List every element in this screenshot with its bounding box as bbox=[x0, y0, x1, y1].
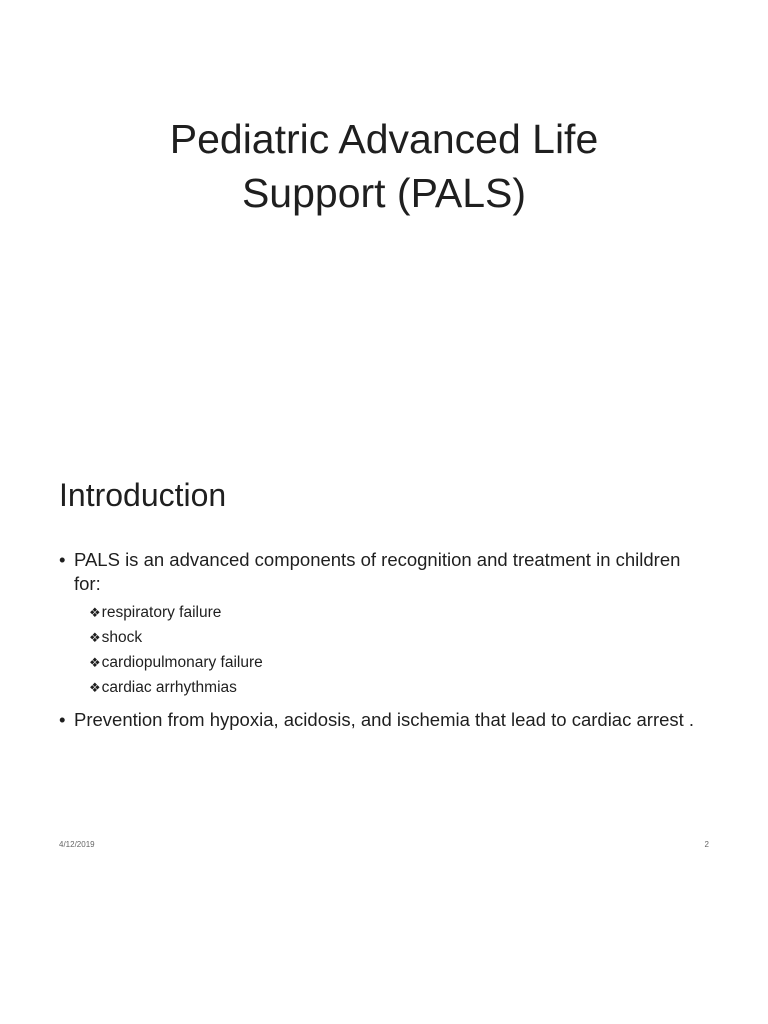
section-heading: Introduction bbox=[59, 477, 227, 513]
sub-bullet-text: shock bbox=[101, 629, 143, 646]
bullet-item bbox=[59, 708, 709, 732]
sub-bullet-item bbox=[89, 625, 709, 650]
diamond-cluster-icon: ❖ bbox=[89, 630, 101, 645]
slide-title bbox=[0, 112, 768, 220]
footer-date: 4/12/2019 bbox=[59, 840, 95, 849]
sub-bullet-text: respiratory failure bbox=[101, 604, 222, 621]
diamond-cluster-icon: ❖ bbox=[89, 605, 101, 620]
diamond-cluster-icon: ❖ bbox=[89, 680, 101, 695]
bullet-dot-icon: • bbox=[59, 709, 66, 730]
bullet-text: PALS is an advanced components of recognition and treatment in children for: bbox=[74, 549, 681, 594]
sub-bullet-list bbox=[89, 600, 709, 700]
sub-bullet-text: cardiac arrhythmias bbox=[101, 679, 237, 696]
bullet-text: Prevention from hypoxia, acidosis, and ischemia that lead to cardiac arrest . bbox=[74, 709, 695, 730]
sub-bullet-item bbox=[89, 600, 709, 625]
sub-bullet-item bbox=[89, 650, 709, 675]
bullet-item bbox=[59, 548, 709, 700]
diamond-cluster-icon: ❖ bbox=[89, 655, 101, 670]
bullet-dot-icon: • bbox=[59, 549, 66, 570]
sub-bullet-text: cardiopulmonary failure bbox=[101, 654, 263, 671]
slide-title-line-2: Support (PALS) bbox=[241, 170, 527, 216]
bullet-list bbox=[59, 548, 709, 732]
sub-bullet-item bbox=[89, 675, 709, 700]
footer-page-number: 2 bbox=[704, 840, 709, 849]
slide-title-line-1: Pediatric Advanced Life bbox=[169, 116, 599, 162]
